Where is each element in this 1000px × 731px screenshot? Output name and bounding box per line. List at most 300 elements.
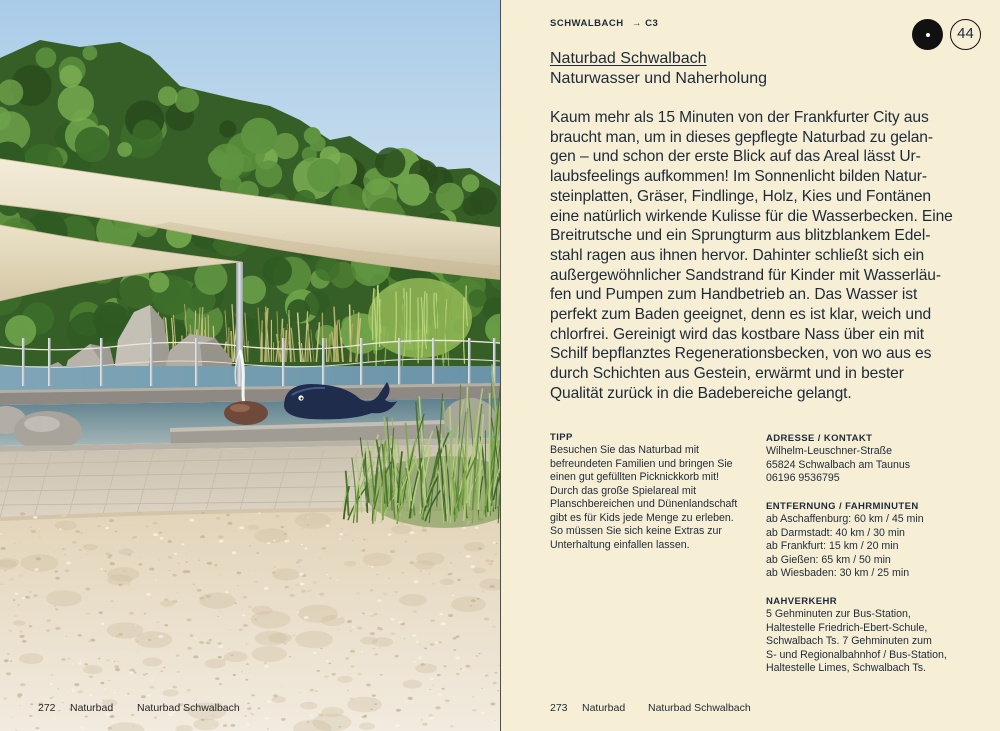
sand-grain-speck — [9, 630, 13, 632]
sand-grain-speck — [149, 685, 154, 688]
sand-grain-speck — [373, 648, 375, 649]
railing-post-shade — [400, 338, 401, 386]
sand-grain-speck — [64, 554, 66, 555]
sand-grain-speck — [181, 543, 184, 545]
sand-grain-speck — [429, 643, 434, 646]
sand-grain-speck — [57, 688, 59, 689]
railing-post-shade — [102, 338, 103, 386]
sand-grain-speck — [416, 641, 419, 643]
sand-grain-speck — [299, 573, 304, 576]
sand-grain-speck — [430, 689, 432, 690]
sand-dip-shadow — [20, 554, 58, 571]
sand-grain-speck — [313, 581, 318, 584]
sand-grain-speck — [347, 620, 352, 623]
sand-grain-speck — [237, 585, 239, 586]
sand-grain-speck — [456, 673, 460, 675]
sand-grain-speck — [472, 709, 476, 712]
sand-grain-speck — [219, 683, 222, 685]
sand-grain-speck — [310, 689, 314, 692]
address-block — [766, 432, 910, 486]
sand-grain-speck — [417, 555, 418, 556]
sand-dip-shadow — [295, 631, 333, 648]
sand-grain-speck — [29, 625, 33, 627]
sand-grain-speck — [17, 693, 22, 696]
sand-grain-speck — [46, 629, 50, 631]
sand-grain-speck — [156, 621, 159, 623]
sand-grain-speck — [430, 619, 435, 622]
sand-grain-speck — [241, 671, 243, 672]
sand-dip-shadow — [272, 696, 286, 703]
sand-grain-speck — [219, 540, 224, 543]
distance-heading: ENTFERNUNG / FAHRMINUTEN — [766, 501, 919, 512]
sand-grain-speck — [256, 552, 259, 554]
distance-item: ab Wiesbaden: 30 km / 25 min — [766, 567, 910, 579]
sand-grain-speck — [493, 682, 497, 684]
sand-grain-speck — [6, 672, 11, 675]
sand-grain-speck — [19, 630, 23, 632]
sand-grain-speck — [117, 661, 119, 662]
sand-grain-speck — [395, 724, 400, 727]
sand-grain-speck — [491, 560, 494, 562]
sand-grain-speck — [300, 520, 305, 523]
sand-grain-speck — [98, 658, 100, 659]
sand-dip-shadow — [415, 663, 437, 673]
sand-dip-shadow — [247, 525, 260, 531]
sand-grain-speck — [138, 512, 142, 514]
foliage-blob — [462, 196, 482, 216]
sand-grain-speck — [222, 659, 227, 662]
sand-grain-speck — [254, 571, 256, 572]
sand-grain-speck — [233, 674, 237, 676]
sand-grain-speck — [104, 688, 107, 690]
sand-grain-speck — [147, 694, 151, 696]
sand-grain-speck — [471, 599, 476, 602]
address-city: 65824 Schwalbach am Taunus — [766, 458, 911, 471]
sand-grain-speck — [143, 674, 146, 676]
sand-dip-shadow — [55, 521, 77, 531]
sand-grain-speck — [375, 653, 379, 655]
footer-right-title: Naturbad Schwalbach — [648, 702, 751, 714]
sand-grain-speck — [356, 592, 360, 594]
sand-grain-speck — [239, 526, 244, 529]
sand-grain-speck — [53, 552, 55, 553]
sand-grain-speck — [109, 519, 114, 522]
sand-grain-speck — [388, 534, 392, 536]
sand-grain-speck — [281, 526, 285, 528]
sand-grain-speck — [129, 671, 134, 674]
sand-grain-speck — [159, 532, 163, 534]
sand-grain-speck — [7, 653, 10, 655]
sand-grain-speck — [374, 613, 378, 615]
sand-grain-speck — [307, 721, 309, 722]
transit-line: Haltestelle Limes, Schwalbach Ts. — [766, 662, 926, 674]
sand-grain-speck — [329, 578, 331, 579]
body-line: steinplatten, Gräser, Findlinge, Holz, Kies und Fontänen — [550, 187, 932, 205]
tip-line: Besuchen Sie das Naturbad mit — [550, 444, 699, 456]
sand-grain-speck — [66, 636, 68, 637]
sand-grain-speck — [127, 693, 130, 695]
sand-grain-speck — [481, 590, 485, 592]
body-line: Qualität zurück in die Badebereiche gelangt. — [550, 384, 852, 402]
sand-grain-speck — [14, 615, 18, 617]
sand-grain-speck — [493, 542, 496, 544]
transit-heading: NAHVERKEHR — [766, 596, 838, 607]
sand-grain-speck — [206, 595, 211, 598]
sand-grain-speck — [264, 587, 269, 590]
sand-grain-speck — [38, 564, 41, 566]
sand-grain-speck — [59, 528, 62, 530]
sand-grain-speck — [475, 527, 479, 529]
sand-grain-speck — [438, 641, 442, 643]
sand-grain-speck — [428, 714, 433, 717]
foliage-blob — [158, 86, 178, 106]
sand-grain-speck — [273, 623, 278, 626]
sand-grain-speck — [448, 614, 453, 617]
sand-grain-speck — [207, 562, 212, 565]
sand-grain-speck — [74, 683, 79, 686]
foliage-blob — [83, 46, 98, 61]
sand-grain-speck — [339, 538, 342, 540]
body-line: braucht man, um in dieses gepflegte Naturbad zu gelan- — [550, 128, 933, 146]
body-line: perfekt zum Baden geeignet, denn es ist klar, weich und — [550, 306, 932, 324]
sand-dip-shadow — [300, 702, 317, 710]
sand-grain-speck — [13, 599, 16, 601]
sand-grain-speck — [110, 562, 115, 565]
sand-grain-speck — [330, 714, 333, 716]
sand-grain-speck — [199, 597, 204, 600]
sand-grain-speck — [299, 566, 301, 567]
sand-dip-shadow — [83, 544, 98, 551]
sand-grain-speck — [9, 578, 14, 581]
sand-grain-speck — [200, 535, 205, 538]
sand-dip-shadow — [252, 606, 273, 615]
sand-grain-speck — [454, 616, 456, 617]
sand-dip-shadow — [473, 568, 486, 574]
railing-post-shade — [50, 338, 51, 386]
sand-grain-speck — [146, 593, 151, 596]
sand-grain-speck — [78, 662, 82, 664]
sand-grain-speck — [245, 679, 248, 681]
body-line: Kaum mehr als 15 Minuten von der Frankfurter City aus — [550, 109, 929, 126]
sand-grain-speck — [62, 702, 64, 703]
sand-grain-speck — [432, 583, 436, 585]
foliage-blob — [468, 289, 486, 307]
sand-grain-speck — [105, 552, 110, 555]
sand-grain-speck — [187, 647, 192, 650]
sand-grain-speck — [421, 719, 423, 720]
sand-grain-speck — [174, 553, 177, 555]
right-page — [501, 0, 1000, 731]
footer-right-section: Naturbad — [582, 702, 626, 714]
distance-item: ab Gießen: 65 km / 50 min — [766, 553, 891, 566]
sand-grain-speck — [254, 581, 258, 584]
railing-post-shade — [362, 338, 363, 386]
sand-grain-speck — [380, 674, 383, 676]
sand-grain-speck — [66, 562, 71, 565]
sand-grain-speck — [101, 622, 105, 624]
body-line: außergewöhnlicher Sandstrand für Kinder mit Wasserläu- — [550, 266, 941, 284]
sand-grain-speck — [22, 597, 26, 599]
sand-grain-speck — [218, 642, 222, 644]
sand-grain-speck — [97, 525, 101, 527]
sand-grain-speck — [448, 573, 452, 575]
sand-grain-speck — [198, 560, 200, 561]
footer-left-page-number: 272 — [38, 702, 56, 714]
sand-grain-speck — [460, 668, 463, 670]
sand-grain-speck — [195, 637, 197, 638]
sand-dip-shadow — [83, 665, 103, 674]
sand-grain-speck — [63, 524, 65, 525]
sand-grain-speck — [215, 677, 219, 680]
sand-grain-speck — [80, 660, 82, 661]
sand-grain-speck — [242, 614, 245, 616]
sand-grain-speck — [130, 669, 135, 672]
region-label: SCHWALBACH — [550, 18, 624, 29]
foliage-blob — [307, 159, 341, 193]
sand-grain-speck — [297, 611, 299, 612]
sand-grain-speck — [352, 540, 354, 541]
sand-grain-speck — [19, 705, 21, 706]
entry-number: 44 — [957, 25, 974, 42]
sand-grain-speck — [153, 533, 158, 536]
sand-grain-speck — [36, 727, 40, 729]
sand-dip-shadow — [321, 615, 345, 626]
sand-grain-speck — [310, 714, 313, 716]
sand-grain-speck — [1, 583, 3, 584]
sand-grain-speck — [99, 611, 103, 614]
sand-grain-speck — [20, 512, 25, 515]
sand-grain-speck — [22, 640, 26, 643]
sand-grain-speck — [378, 724, 380, 725]
sand-dip-shadow — [359, 723, 375, 730]
foliage-blob — [462, 174, 480, 192]
sand-grain-speck — [413, 610, 418, 613]
sand-grain-speck — [78, 690, 83, 693]
sand-grain-speck — [116, 634, 121, 637]
foliage-blob — [310, 136, 326, 152]
sand-grain-speck — [460, 552, 463, 554]
sand-grain-speck — [364, 715, 367, 717]
sand-grain-speck — [10, 660, 13, 662]
sand-grain-speck — [223, 724, 227, 727]
entry-number-badge — [950, 19, 981, 50]
foliage-blob — [398, 174, 430, 206]
sand-grain-speck — [265, 717, 270, 720]
transit-block — [766, 595, 947, 676]
sand-grain-speck — [349, 698, 354, 701]
sand-grain-speck — [318, 557, 322, 559]
sand-grain-speck — [472, 696, 474, 697]
sand-grain-speck — [141, 695, 146, 698]
map-reference: → C3 — [632, 18, 659, 29]
sand-grain-speck — [36, 557, 41, 560]
sand-grain-speck — [202, 518, 204, 519]
sand-grain-speck — [361, 579, 363, 580]
sand-grain-speck — [198, 564, 201, 566]
sand-grain-speck — [438, 693, 443, 696]
sand-dip-shadow — [440, 579, 455, 586]
sand-grain-speck — [64, 569, 69, 572]
sand-grain-speck — [491, 537, 494, 539]
sand-grain-speck — [429, 574, 431, 575]
sand-grain-speck — [214, 564, 217, 566]
railing-post-shade — [152, 338, 153, 386]
sand-grain-speck — [85, 553, 87, 554]
sand-grain-speck — [453, 649, 456, 651]
sand-grain-speck — [232, 551, 237, 554]
tip-line: einen gut gefüllten Picknickkorb mit! — [550, 471, 719, 483]
sand-grain-speck — [62, 514, 67, 517]
sand-grain-speck — [470, 669, 471, 670]
body-line: eine natürlich wirkende Kulisse für die Wasserbecken. Eine — [550, 207, 953, 225]
transit-line: Haltestelle Friedrich-Ebert-Schule, — [766, 621, 928, 634]
sand-grain-speck — [78, 634, 82, 637]
foliage-blob — [133, 120, 161, 148]
sand-grain-speck — [299, 692, 301, 693]
foliage-blob — [315, 256, 340, 281]
sand-grain-speck — [351, 665, 355, 667]
sand-grain-speck — [29, 715, 32, 717]
sand-grain-speck — [183, 572, 185, 573]
sand-grain-speck — [390, 618, 394, 621]
foliage-blob — [262, 256, 292, 286]
sand-grain-speck — [450, 562, 452, 563]
foliage-blob — [375, 147, 405, 177]
sand-grain-speck — [114, 665, 119, 668]
distance-item: ab Aschaffenburg: 60 km / 45 min — [766, 513, 924, 525]
sand-grain-speck — [372, 694, 376, 696]
sand-grain-speck — [272, 572, 276, 574]
sand-grain-speck — [106, 659, 110, 661]
sand-grain-speck — [369, 614, 374, 617]
sand-grain-speck — [478, 653, 480, 654]
sand-grain-speck — [441, 688, 444, 690]
sand-grain-speck — [390, 632, 395, 635]
sand-grain-speck — [75, 530, 80, 533]
sand-grain-speck — [225, 591, 228, 593]
sand-dip-shadow — [119, 549, 134, 556]
sand-grain-speck — [474, 714, 475, 715]
sand-grain-speck — [301, 528, 306, 531]
sand-grain-speck — [138, 563, 142, 565]
sand-grain-speck — [395, 591, 398, 593]
sand-grain-speck — [25, 596, 30, 599]
sand-grain-speck — [249, 545, 251, 546]
address-text — [766, 445, 910, 486]
sand-grain-speck — [350, 630, 352, 631]
sand-grain-speck — [338, 616, 341, 618]
foliage-blob — [219, 120, 236, 137]
sand-grain-speck — [292, 570, 296, 572]
sand-grain-speck — [118, 627, 121, 629]
sand-dip-shadow — [337, 676, 353, 683]
transit-line: S- und Regionalbahnhof / Bus-Station, — [766, 648, 947, 661]
sand-grain-speck — [370, 709, 373, 711]
sand-grain-speck — [398, 621, 402, 623]
sand-grain-speck — [129, 612, 134, 615]
sand-grain-speck — [3, 697, 7, 700]
reed-stalk — [326, 338, 327, 362]
sand-grain-speck — [329, 663, 332, 665]
sand-grain-speck — [146, 612, 148, 613]
railing-post-shade — [434, 338, 435, 386]
foliage-blob — [5, 315, 36, 346]
sand-grain-speck — [245, 643, 248, 645]
sand-grain-speck — [219, 574, 222, 576]
distance-block — [766, 500, 924, 581]
sand-grain-speck — [107, 514, 111, 516]
sand-grain-speck — [86, 612, 90, 614]
sand-grain-speck — [497, 690, 499, 691]
sand-grain-speck — [357, 627, 362, 630]
sand-grain-speck — [408, 697, 413, 700]
sand-grain-speck — [402, 572, 404, 573]
sand-dip-shadow — [224, 651, 248, 662]
sand-grain-speck — [251, 694, 255, 696]
sand-grain-speck — [88, 641, 90, 642]
sand-grain-speck — [489, 563, 493, 566]
sand-grain-speck — [19, 635, 24, 638]
sand-grain-speck — [31, 530, 36, 533]
sand-grain-speck — [366, 563, 370, 565]
sand-dip-shadow — [142, 657, 162, 666]
distance-list — [766, 513, 924, 581]
sand-grain-speck — [4, 659, 9, 662]
reed-stalk — [248, 341, 249, 362]
sand-grain-speck — [72, 541, 77, 544]
sand-grain-speck — [264, 665, 268, 668]
sand-grain-speck — [344, 533, 349, 536]
sand-grain-speck — [319, 593, 324, 596]
foliage-blob — [59, 65, 82, 88]
distance-item: ab Darmstadt: 40 km / 30 min — [766, 526, 905, 539]
sand-grain-speck — [177, 563, 179, 564]
sand-grain-speck — [247, 702, 250, 704]
transit-line: 5 Gehminuten zur Bus-Station, — [766, 608, 911, 620]
sand-grain-speck — [218, 656, 222, 659]
sand-grain-speck — [161, 670, 164, 672]
sand-grain-speck — [243, 624, 248, 627]
sand-grain-speck — [437, 556, 441, 559]
sand-grain-speck — [330, 513, 335, 516]
sand-grain-speck — [470, 565, 474, 568]
sand-grain-speck — [281, 718, 286, 721]
sand-grain-speck — [81, 727, 85, 729]
sand-grain-speck — [149, 568, 154, 571]
sand-grain-speck — [475, 655, 478, 657]
sand-grain-speck — [396, 709, 401, 712]
sand-grain-speck — [67, 658, 71, 660]
body-line: stahl ragen aus ihnen hervor. Dahinter schließt sich ein — [550, 246, 925, 264]
body-line: laubsfeelings aufkommen! Im Sonnenlicht bilden Natur- — [550, 168, 927, 186]
sand-grain-speck — [430, 678, 434, 680]
sand-grain-speck — [441, 622, 446, 625]
sand-grain-speck — [478, 547, 482, 549]
sand-grain-speck — [338, 726, 341, 728]
sand-grain-speck — [172, 600, 177, 603]
sand-grain-speck — [30, 703, 33, 705]
sand-grain-speck — [159, 560, 161, 561]
sand-grain-speck — [177, 671, 180, 673]
sand-grain-speck — [84, 663, 88, 665]
sand-grain-speck — [257, 707, 260, 709]
sand-grain-speck — [155, 580, 157, 581]
sand-grain-speck — [55, 609, 57, 610]
sand-grain-speck — [193, 584, 195, 585]
sand-grain-speck — [216, 517, 221, 520]
sand-grain-speck — [185, 553, 188, 555]
sand-grain-speck — [274, 566, 276, 567]
